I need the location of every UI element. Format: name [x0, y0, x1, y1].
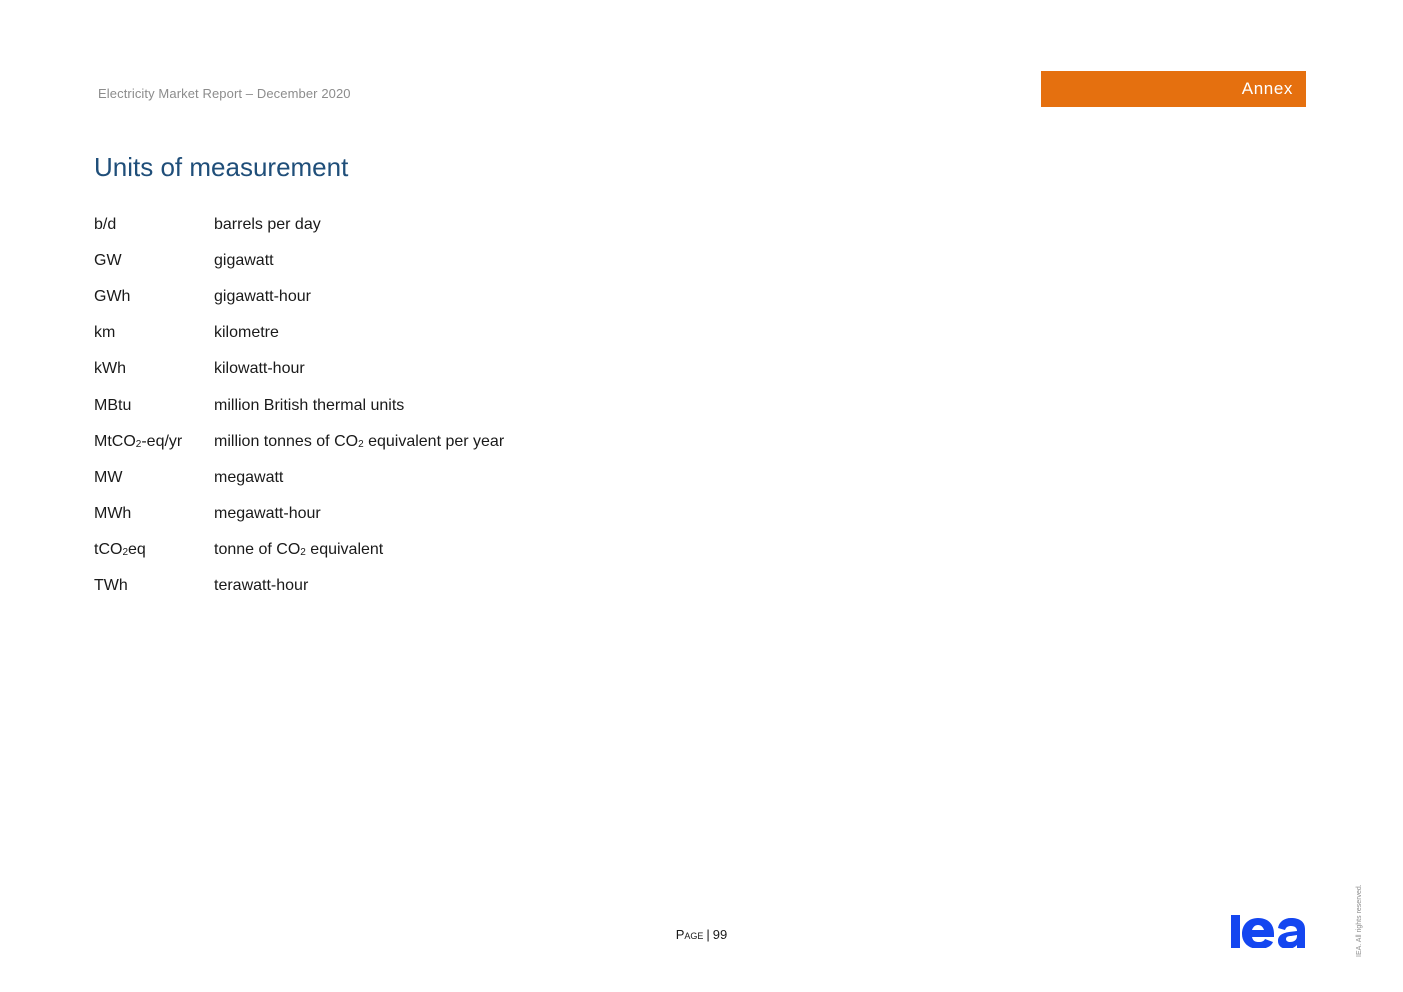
unit-description: megawatt — [214, 468, 284, 486]
unit-row — [94, 424, 504, 460]
unit-abbreviation: tCO2eq — [94, 540, 146, 558]
page-number-value: 99 — [712, 927, 728, 942]
unit-abbreviation: MWh — [94, 504, 132, 522]
unit-row — [94, 568, 504, 604]
unit-description: million tonnes of CO2 equivalent per year — [214, 432, 505, 450]
unit-abbreviation: TWh — [94, 576, 128, 594]
iea-logo-icon — [1231, 912, 1308, 948]
unit-row — [94, 387, 504, 423]
units-list — [94, 207, 504, 604]
unit-row — [94, 496, 504, 532]
unit-description: tonne of CO2 equivalent — [214, 540, 384, 558]
section-tab-annex — [1041, 71, 1306, 107]
unit-description: gigawatt-hour — [214, 288, 311, 306]
unit-row — [94, 279, 504, 315]
unit-description: kilometre — [214, 324, 279, 342]
page-separator: | — [706, 927, 710, 942]
unit-description: million British thermal units — [214, 396, 405, 414]
section-tab-label: Annex — [1241, 79, 1293, 98]
unit-row — [94, 243, 504, 279]
unit-abbreviation: GWh — [94, 288, 131, 306]
unit-row — [94, 460, 504, 496]
unit-description: gigawatt — [214, 252, 274, 270]
unit-description: kilowatt-hour — [214, 360, 305, 378]
unit-description: megawatt-hour — [214, 504, 321, 522]
unit-description: terawatt-hour — [214, 576, 309, 594]
unit-abbreviation: MtCO2-eq/yr — [94, 432, 183, 450]
page-title: Units of measurement — [94, 152, 349, 182]
unit-abbreviation: MBtu — [94, 396, 132, 414]
unit-abbreviation: km — [94, 324, 116, 342]
unit-abbreviation: kWh — [94, 360, 126, 378]
unit-row — [94, 207, 504, 243]
unit-row — [94, 532, 504, 568]
unit-row — [94, 315, 504, 351]
copyright-notice: IEA. All rights reserved. — [1356, 884, 1363, 957]
unit-abbreviation: MW — [94, 468, 123, 486]
page-label: Page — [675, 927, 704, 942]
page-number — [0, 927, 1403, 942]
unit-row — [94, 351, 504, 387]
report-title: Electricity Market Report – December 2020 — [98, 86, 351, 101]
unit-abbreviation: b/d — [94, 216, 117, 234]
unit-description: barrels per day — [214, 216, 321, 234]
unit-abbreviation: GW — [94, 252, 122, 270]
